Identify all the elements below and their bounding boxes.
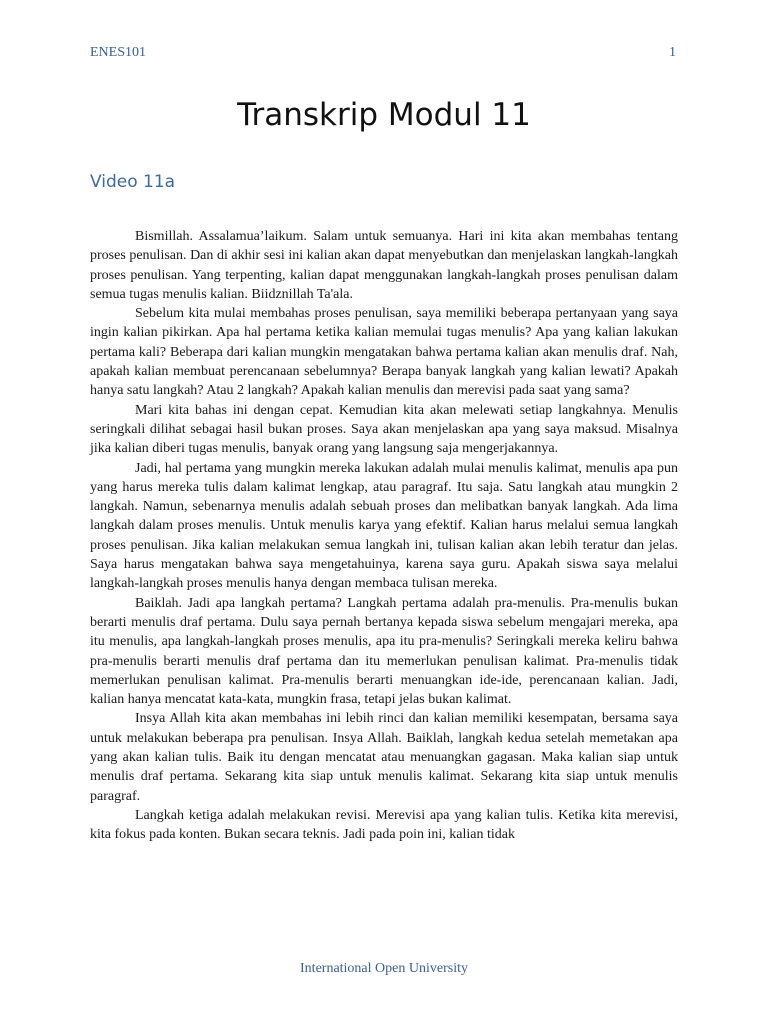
header-page-number: 1 <box>669 45 676 60</box>
paragraph: Mari kita bahas ini dengan cepat. Kemudian kita akan melewati setiap langkahnya. Menulis seringkali dilihat sebagai hasil bukan proses. Saya akan menjelaskan apa yang saya maksud. Misalnya jika kalian diberi tugas menulis, banyak orang yang langsung saja mengerjakannya. <box>90 402 678 457</box>
paragraph: Insya Allah kita akan membahas ini lebih rinci dan kalian memiliki kesempatan, bersama saya untuk melakukan beberapa pra penulisan. Insya Allah. Baiklah, langkah kedua setelah memetakan apa yang akan kalian tulis. Baik itu dengan mencatat atau menuangkan gagasan. Maka kalian siap untuk menulis draf pertama. Sekarang kita siap untuk menulis kalimat. Sekarang kita siap untuk menulis paragraf. <box>90 711 678 804</box>
paragraph: Bismillah. Assalamua’laikum. Salam untuk semuanya. Hari ini kita akan membahas tentang proses penulisan. Dan di akhir sesi ini kalian akan dapat menyebutkan dan menjelaskan langkah-langkah proses penulisan. Yang terpenting, kalian dapat menggunakan langkah-langkah proses penulisan dalam semua tugas menulis kalian. Biidznillah Ta'ala. <box>90 229 678 302</box>
footer-institution: International Open University <box>300 961 468 976</box>
transcript-body <box>90 227 678 845</box>
section-heading: Video 11a <box>90 172 176 192</box>
header-course-code: ENES101 <box>90 45 146 60</box>
paragraph: Langkah ketiga adalah melakukan revisi. Merevisi apa yang kalian tulis. Ketika kita merevisi, kita fokus pada konten. Bukan secara teknis. Jadi pada poin ini, kalian tidak <box>90 807 678 843</box>
paragraph: Jadi, hal pertama yang mungkin mereka lakukan adalah mulai menulis kalimat, menulis apa pun yang harus mereka tulis dalam kalimat lengkap, atau paragraf. Itu saja. Satu langkah atau mungkin 2 langkah. Namun, sebenarnya menulis adalah sebuah proses dan melibatkan banyak langkah. Ada lima langkah dalam proses menulis. Untuk menulis karya yang efektif. Kalian harus melalui semua langkah proses penulisan. Jika kalian melakukan semua langkah ini, tulisan kalian akan lebih teratur dan jelas. Saya harus mengatakan bahwa saya mengetahuinya, karena saya guru. Apakah siswa saya melalui langkah-langkah proses menulis hanya dengan membaca tulisan mereka. <box>90 460 678 592</box>
paragraph: Baiklah. Jadi apa langkah pertama? Langkah pertama adalah pra-menulis. Pra-menulis bukan berarti menulis draf pertama. Dulu saya pernah bertanya kepada siswa sebelum mengajari mereka, apa itu menulis, apa langkah-langkah proses menulis, apa itu pra-menulis? Seringkali mereka keliru bahwa pra-menulis berarti menulis draf pertama dan itu memerlukan penulisan kalimat. Pra-menulis tidak memerlukan penulisan kalimat. Pra-menulis berarti menuangkan ide-ide, perencanaan kalian. Jadi, kalian hanya mencatat kata-kata, mungkin frasa, tetapi jelas bukan kalimat. <box>90 595 678 708</box>
page-title: Transkrip Modul 11 <box>237 97 531 133</box>
paragraph: Sebelum kita mulai membahas proses penulisan, saya memiliki beberapa pertanyaan yang saya ingin kalian pikirkan. Apa hal pertama ketika kalian memulai tugas menulis? Apa yang kalian lakukan pertama kali? Beberapa dari kalian mungkin mengatakan bahwa pertama kalian akan menulis draf. Nah, apakah kalian membuat perencanaan sebelumnya? Berapa banyak langkah yang kalian lewati? Apakah hanya satu langkah? Atau 2 langkah? Apakah kalian menulis dan merevisi pada saat yang sama? <box>90 306 678 399</box>
